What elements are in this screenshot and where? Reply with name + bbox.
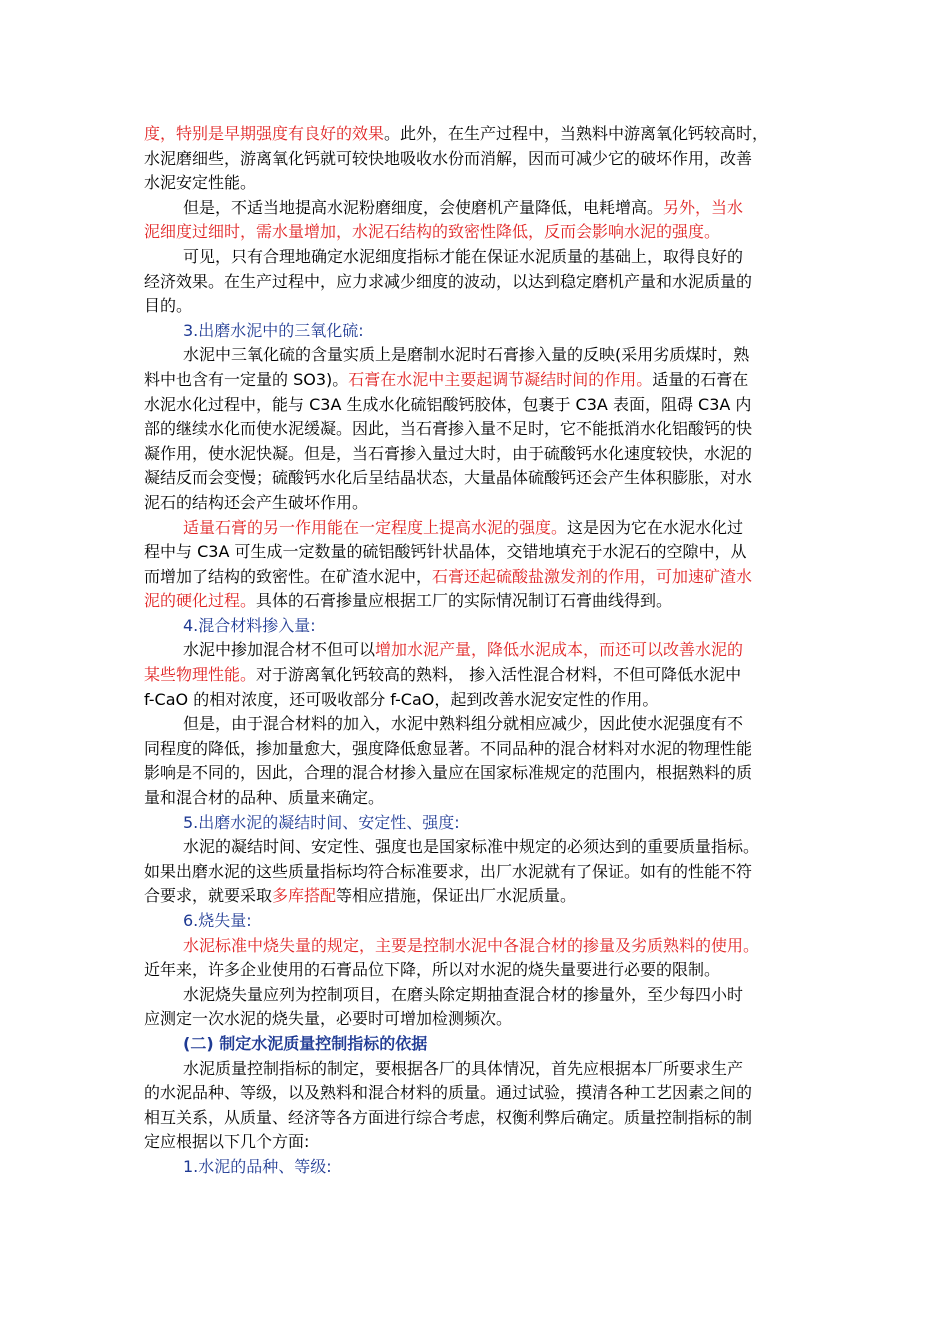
text-segment: 凝作用，使水泥快凝。但是，当石膏掺入量过大时，由于硫酸钙水化速度较快，水泥的 <box>144 443 753 463</box>
text-segment: 水泥磨细些，游离氧化钙就可较快地吸收水份而消解，因而可减少它的破坏作用，改善 <box>144 148 753 168</box>
highlighted-text: 水泥标准中烧失量的规定，主要是控制水泥中各混合材的掺量及劣质熟料的使用。 <box>183 935 760 955</box>
section-heading <box>144 909 808 934</box>
highlighted-text: 增加水泥产量，降低水泥成本，而还可以改善水泥的 <box>375 640 744 660</box>
text-line <box>144 417 808 442</box>
text-line <box>144 220 808 245</box>
section-heading <box>144 319 808 344</box>
text-segment: 部的继续水化而使水泥缓凝。因此，当石膏掺入量不足时，它不能抵消水化铝酸钙的快 <box>144 419 753 439</box>
text-line <box>144 491 808 516</box>
highlighted-text: 另外，当水 <box>663 197 744 217</box>
text-line <box>144 737 808 762</box>
text-line <box>144 270 808 295</box>
text-segment: 如果出磨水泥的这些质量指标均符合标准要求，出厂水泥就有了保证。如有的性能不符 <box>144 861 753 881</box>
text-line <box>144 688 808 713</box>
text-line <box>144 122 808 147</box>
text-segment: 适量的石膏在 <box>652 369 749 389</box>
text-line <box>144 393 808 418</box>
text-segment: 定应根据以下几个方面: <box>144 1132 310 1152</box>
text-line <box>144 589 808 614</box>
text-segment: 同程度的降低，掺加量愈大，强度降低愈显著。不同品种的混合材料对水泥的物理性能 <box>144 738 753 758</box>
text-line <box>144 638 808 663</box>
text-line <box>144 712 808 737</box>
text-segment: 6.烧失量: <box>183 911 252 930</box>
highlighted-text: 度，特别是早期强度有良好的效果 <box>144 124 385 143</box>
highlighted-text: 泥的硬化过程。 <box>144 591 257 611</box>
text-line <box>144 958 808 983</box>
document-body <box>144 122 808 1180</box>
text-segment: 程中与 C3A 可生成一定数量的硫铝酸钙针状晶体，交错地填充于水泥石的空隙中，从 <box>144 542 747 562</box>
text-line <box>144 1130 808 1155</box>
text-line <box>144 196 808 221</box>
text-segment: 这是因为它在水泥水化过 <box>567 517 744 537</box>
text-segment: 3.出磨水泥中的三氧化硫: <box>183 320 364 340</box>
text-line <box>144 835 808 860</box>
text-segment: 水泥质量控制指标的制定，要根据各厂的具体情况，首先应根据本厂所要求生产 <box>183 1058 744 1078</box>
text-segment: f-CaO 的相对浓度，还可吸收部分 f-CaO，起到改善水泥安定性的作用。 <box>144 689 659 709</box>
text-line <box>144 786 808 811</box>
text-line <box>144 1081 808 1106</box>
text-line <box>144 983 808 1008</box>
text-line <box>144 466 808 491</box>
text-segment: 5.出磨水泥的凝结时间、安定性、强度: <box>183 812 460 832</box>
text-segment: 但是，由于混合材料的加入，水泥中熟料组分就相应减少，因此使水泥强度有不 <box>183 714 744 734</box>
text-line <box>144 171 808 196</box>
text-line <box>144 540 808 565</box>
text-line <box>144 1007 808 1032</box>
text-segment: 1.水泥的品种、等级: <box>183 1156 332 1176</box>
section-heading <box>144 614 808 639</box>
text-segment: 可见，只有合理地确定水泥细度指标才能在保证水泥质量的基础上，取得良好的 <box>183 246 744 266</box>
text-line <box>144 343 808 368</box>
text-segment: 经济效果。在生产过程中，应力求减少细度的波动，以达到稳定磨机产量和水泥质量的 <box>144 271 753 291</box>
text-segment: 相互关系，从质量、经济等各方面进行综合考虑，权衡利弊后确定。质量控制指标的制 <box>144 1107 753 1127</box>
text-segment: 。此外，在生产过程中，当熟料中游离氧化钙较高时， <box>384 124 769 143</box>
text-segment: 4.混合材料掺入量: <box>183 615 316 635</box>
text-segment: 水泥水化过程中，能与 C3A 生成水化硫铝酸钙胶体，包裹于 C3A 表面，阻碍 C3A 内 <box>144 394 752 414</box>
text-segment: 合要求，就要采取 <box>144 886 273 906</box>
highlighted-text: 泥细度过细时，需水量增加，水泥石结构的致密性降低，反而会影响水泥的强度。 <box>144 222 721 242</box>
section-heading <box>144 1155 808 1180</box>
highlighted-text: 石膏在水泥中主要起调节凝结时间的作用。 <box>348 369 653 389</box>
text-segment: 料中也含有一定量的 SO3)。 <box>144 369 349 389</box>
text-segment: 凝结反而会变慢；硫酸钙水化后呈结晶状态，大量晶体硫酸钙还会产生体积膨胀，对水 <box>144 468 753 488</box>
text-line <box>144 565 808 590</box>
highlighted-text: 适量石膏的另一作用能在一定程度上提高水泥的强度。 <box>183 517 568 537</box>
section-heading <box>144 1032 808 1057</box>
text-segment: 等相应措施，保证出厂水泥质量。 <box>336 886 577 906</box>
text-segment: 影响是不同的，因此，合理的混合材掺入量应在国家标准规定的范围内，根据熟料的质 <box>144 763 753 783</box>
text-segment: 对于游离氧化钙较高的熟料， 掺入活性混合材料，不但可降低水泥中 <box>256 665 742 685</box>
text-line <box>144 245 808 270</box>
text-line <box>144 884 808 909</box>
section-heading <box>144 811 808 836</box>
text-line <box>144 663 808 688</box>
text-segment: 泥石的结构还会产生破坏作用。 <box>144 492 369 512</box>
text-segment: 而增加了结构的致密性。在矿渣水泥中， <box>144 566 433 586</box>
text-segment: 水泥安定性能。 <box>144 173 257 193</box>
text-line <box>144 1057 808 1082</box>
text-segment: 近年来，许多企业使用的石膏品位下降，所以对水泥的烧失量要进行必要的限制。 <box>144 960 721 980</box>
text-line <box>144 934 808 959</box>
text-line <box>144 147 808 172</box>
text-segment: 具体的石膏掺量应根据工厂的实际情况制订石膏曲线得到。 <box>256 591 673 611</box>
text-segment: 水泥的凝结时间、安定性、强度也是国家标准中规定的必须达到的重要质量指标。 <box>183 837 760 857</box>
text-segment: 但是，不适当地提高水泥粉磨细度，会使磨机产量降低，电耗增高。 <box>183 197 664 217</box>
text-segment: (二) 制定水泥质量控制指标的依据 <box>183 1033 428 1053</box>
text-line <box>144 368 808 393</box>
text-line <box>144 860 808 885</box>
highlighted-text: 石膏还起硫酸盐激发剂的作用，可加速矿渣水 <box>432 566 753 586</box>
highlighted-text: 某些物理性能。 <box>144 665 257 685</box>
highlighted-text: 多库搭配 <box>272 886 337 906</box>
text-segment: 水泥烧失量应列为控制项目，在磨头除定期抽查混合材的掺量外，至少每四小时 <box>183 984 744 1004</box>
text-line <box>144 761 808 786</box>
text-segment: 目的。 <box>144 296 193 316</box>
text-segment: 应测定一次水泥的烧失量，必要时可增加检测频次。 <box>144 1009 513 1029</box>
text-line <box>144 1106 808 1131</box>
text-segment: 量和混合材的品种、质量来确定。 <box>144 788 385 808</box>
text-segment: 水泥中掺加混合材不但可以 <box>183 640 376 660</box>
text-line <box>144 294 808 319</box>
text-segment: 水泥中三氧化硫的含量实质上是磨制水泥时石膏掺入量的反映(采用劣质煤时，熟 <box>183 345 750 365</box>
text-line <box>144 516 808 541</box>
text-segment: 的水泥品种、等级，以及熟料和混合材料的质量。通过试验，摸清各种工艺因素之间的 <box>144 1083 753 1103</box>
text-line <box>144 442 808 467</box>
